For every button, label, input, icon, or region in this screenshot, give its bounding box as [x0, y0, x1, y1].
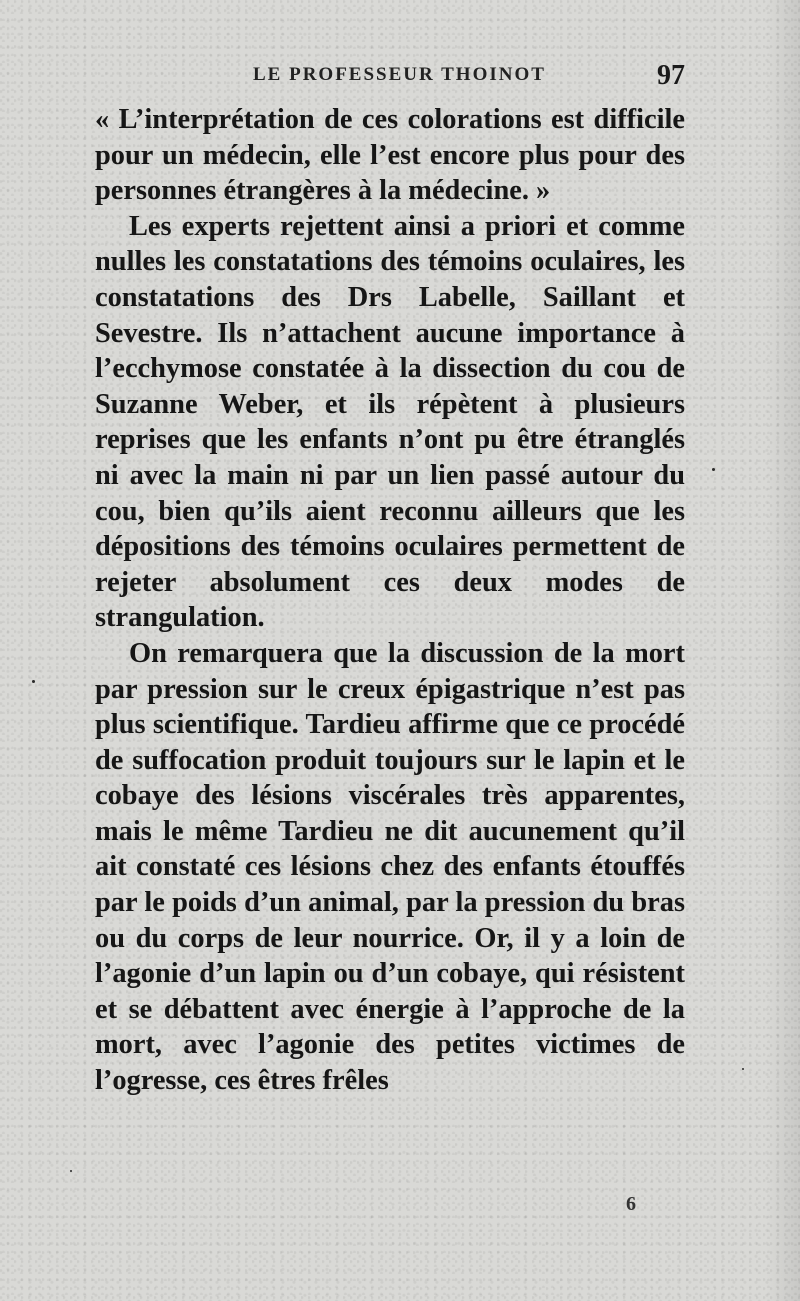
signature-mark: 6	[626, 1193, 636, 1215]
running-head	[95, 62, 685, 92]
paragraph-discussion: On remarquera que la discussion de la mort par pression sur le creux épigastrique n’est pas plus scientifique. Tardieu affirme que ce procédé de suffocation produit toujours sur le lapin et le cobaye des lésions viscérales très apparentes, mais le même Tardieu ne dit aucunement qu’il ait constaté ces lésions chez des enfants étouffés par le poids d’un animal, par la pression du bras ou du corps de leur nourrice. Or, il y a loin de l’agonie d’un lapin ou d’un cobaye, qui résistent et se débattent avec énergie à l’approche de la mort, avec l’agonie des petites victimes de l’ogresse, ces êtres frêles	[95, 637, 685, 1097]
scan-speck	[70, 1170, 72, 1172]
paragraph-quote: « L’interprétation de ces colorations est difficile pour un médecin, elle l’est encore plus pour des personnes étrangères à la médecine. »	[95, 104, 685, 207]
paragraph-experts: Les experts rejettent ainsi a priori et comme nulles les constatations des témoins oculaires, les constatations des Drs Labelle, Saillant et Sevestre. Ils n’attachent aucune importance à l’ecchymose constatée à la dissection du cou de Suzanne Weber, et ils répètent à plusieurs reprises que les enfants n’ont pu être étranglés ni avec la main ni par un lien passé autour du cou, bien qu’ils aient reconnu ailleurs que les dépositions des témoins oculaires permettent de rejeter absolument ces deux modes de strangulation.	[95, 210, 685, 634]
body-text	[95, 102, 685, 1099]
scan-speck	[712, 468, 715, 471]
scan-speck	[742, 1068, 744, 1070]
page-edge-shadow	[766, 0, 800, 1301]
scan-speck	[32, 680, 35, 683]
page-number: 97	[657, 60, 685, 91]
running-title: LE PROFESSEUR THOINOT	[253, 64, 546, 85]
